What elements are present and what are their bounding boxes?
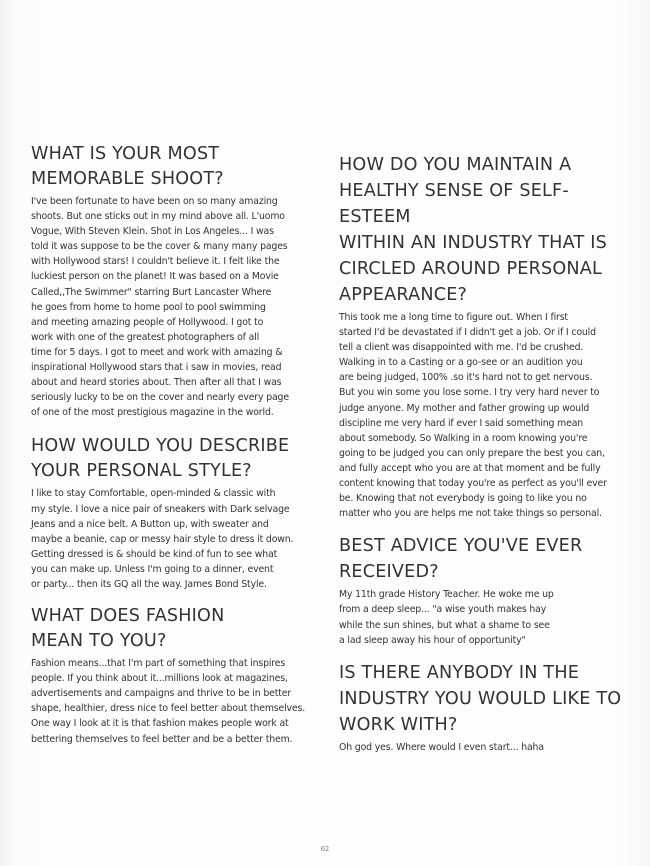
answer-text: Oh god yes. Where would I even start... haha (339, 741, 544, 753)
page-number: 62 (320, 845, 330, 853)
right-column (339, 152, 628, 755)
qa-section-memorable-shoot (31, 142, 315, 420)
answer-text: This took me a long time to figure out. When I first started I'd be devastated if I didn't get a job. Or if I could tell a client was disappointed with me. I'd be crushed. Walking in to a Casting or a go-see or an audition you are being judged, 100% .so it's hard not to get nervous. But you win some you lose some. I try very hard never to judge anyone. My mother and father growing up would discipline me very hard if ever I said something mean about somebody. So Walking in a room knowing you're going to be judged you can only prepare the best you can, and fully accept who you are at that moment and be fully content knowing that today you're as perfect as you'll ever be. Knowing that not everybody is going to like you no matter who you are helps me not take things so personal. (339, 312, 607, 520)
answer-text: I've been fortunate to have been on so many amazing shoots. But one sticks out in my mind above all. L'uomo Vogue, With Steven Klein. Shot in Los Angeles... I was told it was suppose to be the cover & many many pages with Hollywood stars! I couldn't believe it. I felt like the luckiest person on the planet! It was based on a Movie Called,,The Swimmer" starring Burt Lancaster Where he goes from home to home pool to pool swimming and meeting amazing people of Hollywood. I got to work with one of the greatest photographers of all time for 5 days. I got to meet and work with amazing & inspirational Hollywood stars that i saw in movies, read about and heard stories about. Then after all that I was seriously lucky to be on the cover and nearly every page of one of the most prestigious magazine in the world. (31, 196, 289, 419)
qa-section-self-esteem (339, 152, 628, 521)
qa-section-personal-style (31, 434, 315, 592)
qa-section-best-advice (339, 533, 628, 647)
answer-text: I like to stay Comfortable, open-minded & classic with my style. I love a nice pair of sneakers with Dark selvage Jeans and a nice belt. A Button up, with sweater and maybe a beanie, cap or messy hair style to dress it down. Getting dressed is & should be kind of fun to see what you can make up. Unless I'm going to a dinner, event or party... then its GQ all the way. James Bond Style. (31, 488, 294, 590)
question-heading: BEST ADVICE YOU'VE EVER RECEIVED? (339, 536, 583, 583)
qa-section-fashion-meaning (31, 604, 315, 747)
qa-section-work-with (339, 660, 628, 755)
question-heading: HOW WOULD YOU DESCRIBE YOUR PERSONAL STYLE? (31, 436, 290, 482)
question-heading: IS THERE ANYBODY IN THE INDUSTRY YOU WOULD LIKE TO WORK WITH? (339, 662, 622, 735)
question-heading: WHAT IS YOUR MOST MEMORABLE SHOOT? (31, 144, 224, 189)
question-heading: HOW DO YOU MAINTAIN A HEALTHY SENSE OF SELF-ESTEEM WITHIN AN INDUSTRY THAT IS CIRCLED AROUND PERSONAL APPEARANCE? (339, 155, 607, 305)
answer-text: Fashion means...that I'm part of something that inspires people. If you think about it...millions look at magazines, advertisements and campaigns and thrive to be in better shape, healthier, dress nice to feel better about themselves. One way I look at it is that fashion makes people work at bettering themselves to feel better and be a better them. (31, 658, 306, 745)
left-column (31, 142, 315, 747)
answer-text: My 11th grade History Teacher. He woke me up from a deep sleep... "a wise youth makes hay while the sun shines, but what a shame to see a lad sleep away his hour of opportunity" (339, 589, 554, 646)
question-heading: WHAT DOES FASHION MEAN TO YOU? (31, 606, 225, 652)
